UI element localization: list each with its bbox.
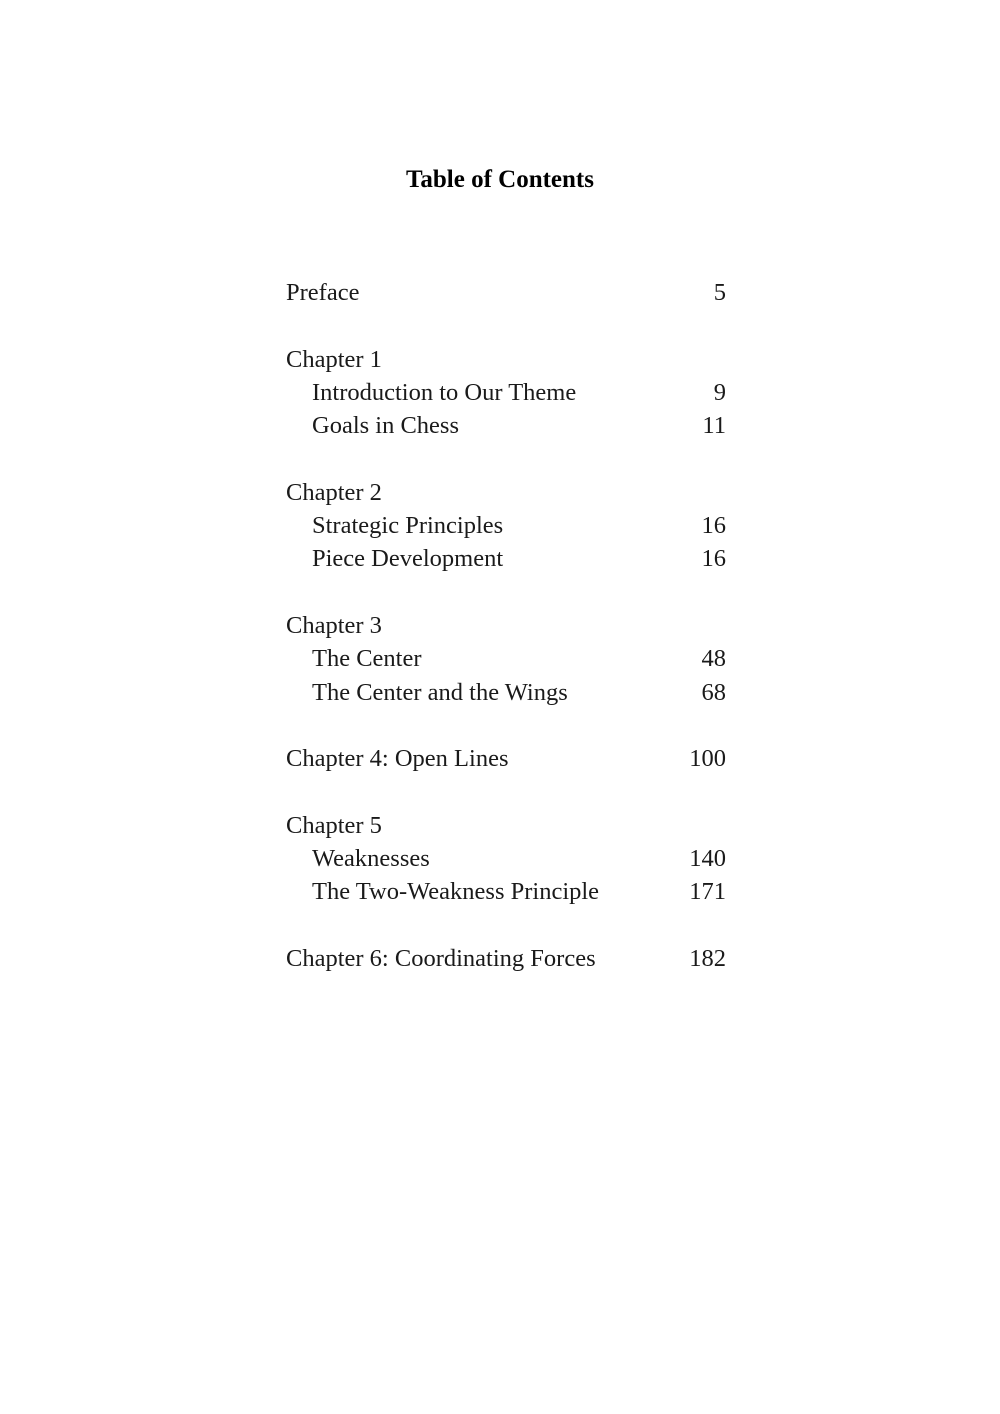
toc-entry [286, 409, 726, 442]
toc-entry-label: Chapter 1 [286, 345, 382, 373]
toc-group-chapter-4 [286, 742, 726, 775]
toc-group-chapter-1 [286, 343, 726, 443]
toc-entry-page: 11 [702, 412, 726, 440]
toc-entry [286, 509, 726, 542]
toc-entry-page: 9 [713, 378, 726, 406]
toc-group-chapter-5 [286, 809, 726, 909]
toc-entry-label: Strategic Principles [312, 512, 504, 540]
toc-entry-label: Chapter 2 [286, 478, 382, 506]
toc-entry-label: Piece Development [312, 545, 504, 573]
toc-entry-label: Weaknesses [312, 845, 430, 873]
toc-entry-page: 182 [689, 944, 726, 972]
toc-entry [286, 542, 726, 575]
toc-entry-page: 68 [701, 678, 726, 706]
toc-entry-label: Chapter 4: Open Lines [286, 745, 509, 773]
toc-entry-page: 5 [713, 279, 726, 306]
toc-entry-page: 100 [689, 745, 726, 773]
toc-entry [286, 676, 726, 709]
toc-chapter-heading [286, 343, 726, 376]
toc-entry [286, 875, 726, 908]
toc-entry-label: Chapter 5 [286, 811, 382, 839]
toc-chapter-heading [286, 609, 726, 642]
toc-entry-label: Introduction to Our Theme [312, 378, 577, 406]
toc-entry-label: The Center [312, 645, 422, 673]
toc-entry [286, 642, 726, 675]
toc-entry-label: The Center and the Wings [312, 678, 568, 706]
toc-entry [286, 842, 726, 875]
page-title: Table of Contents [406, 166, 594, 193]
toc-entry-page: 171 [689, 878, 726, 906]
toc-entry-label: Preface [286, 279, 360, 306]
toc-entry [286, 376, 726, 409]
toc-entry-page: 140 [689, 845, 726, 873]
toc-entry-label: The Two-Weakness Principle [312, 878, 600, 906]
toc-group-preface [286, 276, 726, 309]
toc-entry-page: 48 [701, 645, 726, 673]
toc-chapter-heading [286, 476, 726, 509]
toc-entry [286, 276, 726, 309]
toc-entry-label: Goals in Chess [312, 412, 459, 440]
toc-entry [286, 742, 726, 775]
toc-chapter-heading [286, 809, 726, 842]
toc-entry-page: 16 [701, 545, 726, 573]
toc-entry-page: 16 [701, 512, 726, 540]
toc-group-chapter-6 [286, 942, 726, 975]
toc-entry-label: Chapter 3 [286, 611, 382, 639]
toc-group-chapter-3 [286, 609, 726, 709]
table-of-contents [286, 276, 726, 975]
toc-entry [286, 942, 726, 975]
toc-group-chapter-2 [286, 476, 726, 576]
toc-entry-label: Chapter 6: Coordinating Forces [286, 944, 596, 972]
